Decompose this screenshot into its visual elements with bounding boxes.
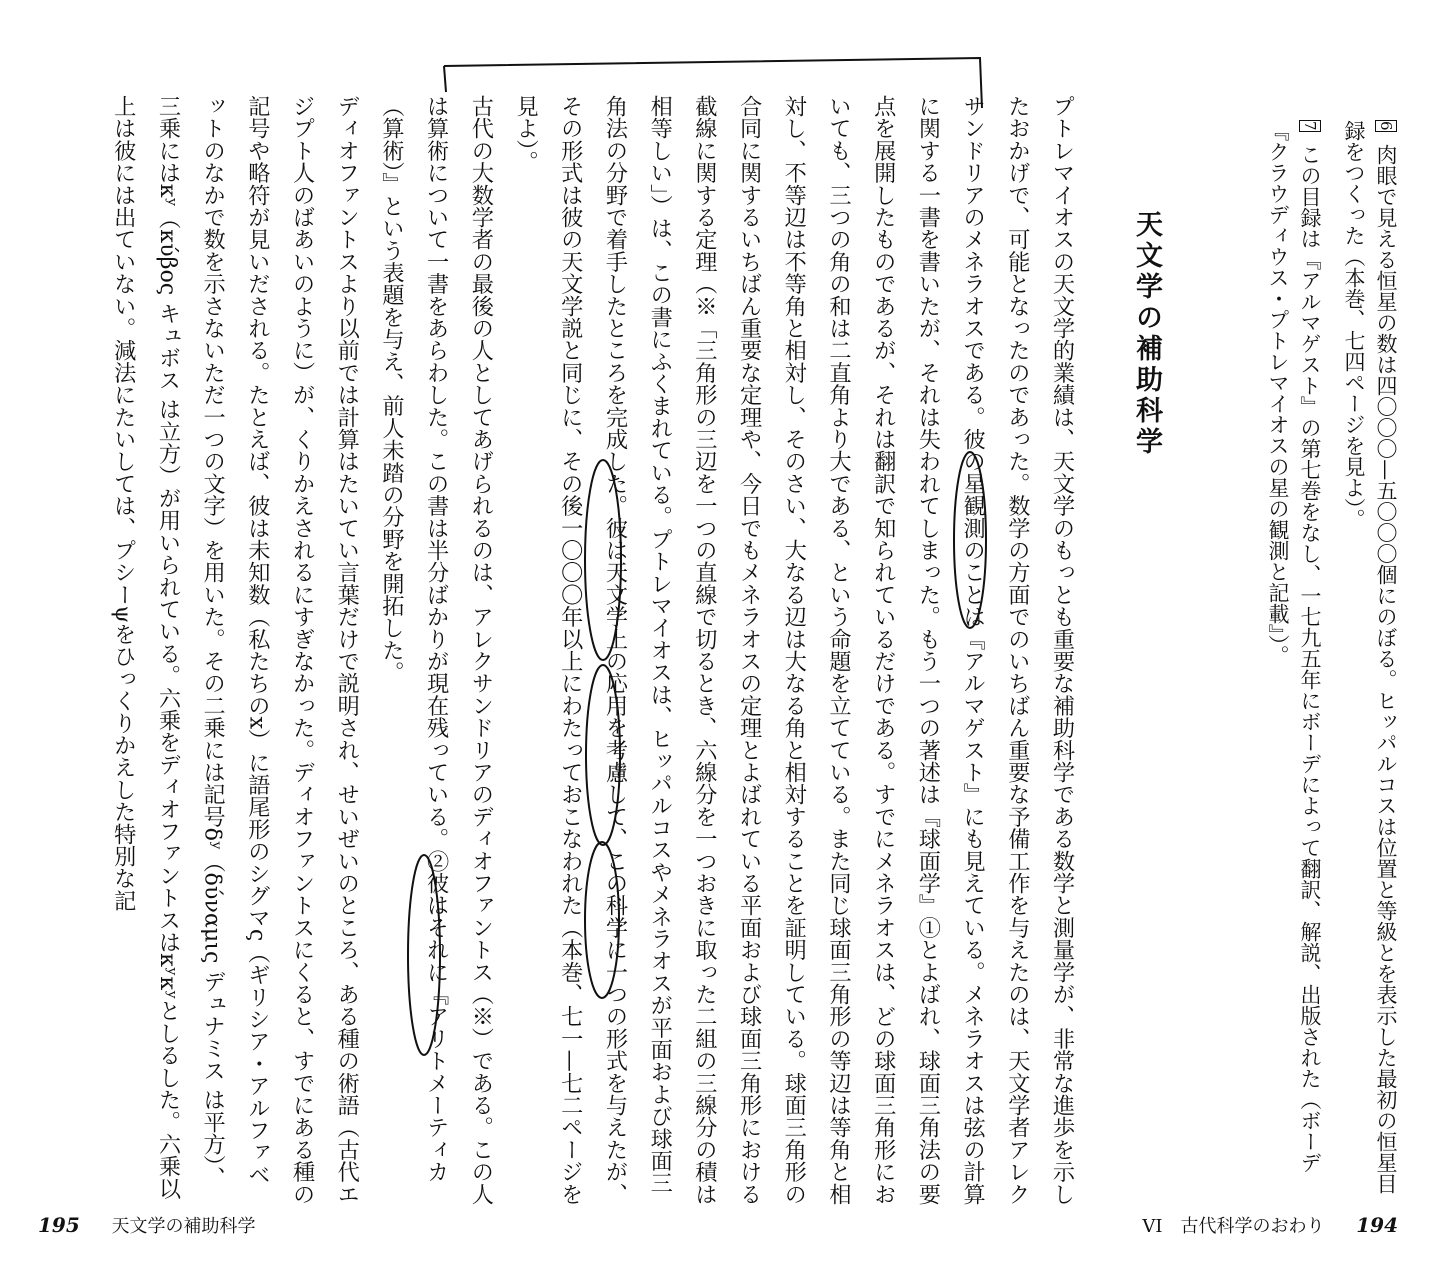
running-title-left: 天文学の補助科学 xyxy=(111,1216,256,1237)
footnote-text: 肉眼で見える恒星の数は四〇〇〇—五〇〇〇個にのぼる。ヒッパルコスは位置と等級とを表示した最初の恒星目録をつくった（本巻、七四ページを見よ）。 xyxy=(1342,120,1398,1195)
paragraph: 古代の大数学者の最後の人としてあげられるのは、アレクサンドリアのディオファントス（※）である。この人は算術について一書をあらわした。この書は半分ばかりが現在残っている。②彼はそれに『アリトメーティカ（算術）』という表題を与え、前人未踏の分野を開拓した。 xyxy=(378,95,494,1205)
bracket-mark xyxy=(444,66,446,92)
circle-mark xyxy=(408,855,440,1055)
paragraph: プトレマイオスの天文学的業績は、天文学のもっとも重要な補助科学である数学と測量学が、非常な進歩を示したおかげで、可能となったのであった。数学の方面でのいちばん重要な予備工作を与えたのは、天文学者アレクサンドリアのメネラオスである。彼の星観測のことは『アルマゲスト』にも見えている。メネラオスは弦の計算に関する一書を書いたが、それは失われてしまった。もう一つの著述は『球面学』①とよばれ、球面三角法の要点を展開したものであるが、それは翻訳で知られているだけである。すでにメネラオスは、どの球面三角形においても、三つの角の和は二直角より大である、という命題を立てている。また同じ球面三角形の等辺は等角と相対し、不等辺は不等角と相対し、そのさい、大なる辺は大なる角と相対することを証明している。球面三角形の合同に関するいちばん重要な定理や、今日でもメネラオスの定理とよばれている平面および球面三角形における截線に関する定理（※「三角形の三辺を一つの直線で切るとき、六線分を一つおきに取った二組の三線分の積は相等しい」）は、この書にふくまれている。プトレマイオスは、ヒッパルコスやメネラオスが平面および球面三角法の分野で着手したところを完成した。彼は天文学上の応用を考慮して、この科学に一つの形式を与えたが、その形式は彼の天文学説と同じに、その後一〇〇〇年以上にわたっておこなわれた（本巻、七一—七二ページを見よ）。 xyxy=(512,95,1075,1205)
section-title: 天文学の補助科学 xyxy=(1131,210,1162,458)
circle-mark xyxy=(585,842,619,998)
bracket-mark xyxy=(444,58,982,108)
page-number-left: 195 xyxy=(38,1213,80,1237)
footnote-number: 6 xyxy=(1377,121,1395,131)
paragraph: ディオファントスより以前では計算はたいてい言葉だけで説明され、せいぜいのところ、ある種の術語（古代エジプト人のばあいのように）が、くりかえされるにすぎなかった。ディオファントスにくると、すでにある種の記号や略符が見いだされる。たとえば、彼は未知数（私たちのx）に語尾形のシグマς（ギリシア・アルファベットのなかで数を示さないただ一つの文字）を用いた。その二乗には記号δʸ（δύναμις デュナミス は平方）、三乗にはκʸ（κύβος キュボス は立方）が用いられている。六乗をディオファントスはκʸκʸとしるした。六乗以上は彼には出ていない。減法にたいしては、プシーψをひっくりかえした特別な記 xyxy=(110,95,360,1205)
circle-mark xyxy=(954,452,986,628)
running-title-right: VI 古代科学のおわり xyxy=(1142,1216,1325,1237)
circle-mark xyxy=(586,665,620,845)
footer-right xyxy=(1142,1212,1398,1238)
page-number-right: 194 xyxy=(1356,1213,1398,1237)
footer-left xyxy=(38,1212,255,1238)
circle-mark xyxy=(585,460,621,660)
footnote-text: この目録は『アルマゲスト』の第七巻をなし、一七九五年にボーデによって翻訳、解説、出版された（ボーデ『クラウディウス・プトレマイオスの星の観測と記載』）。 xyxy=(1266,120,1322,1174)
footnote-number: 7 xyxy=(1301,121,1319,131)
